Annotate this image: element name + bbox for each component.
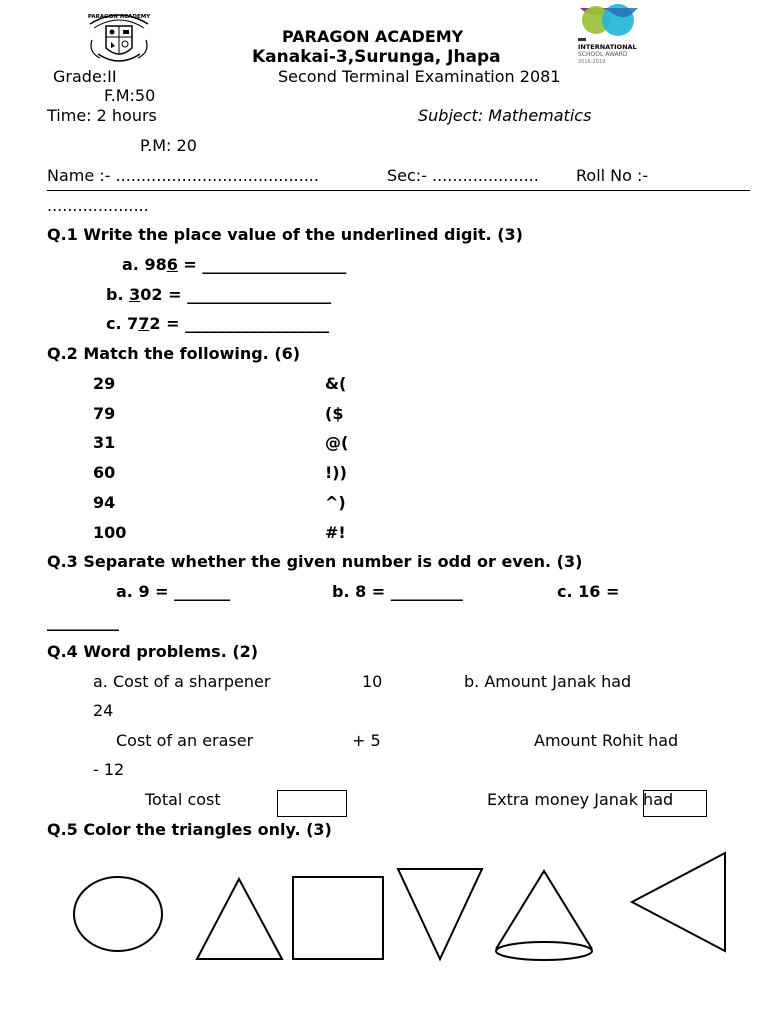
school-name: PARAGON ACADEMY (282, 27, 464, 46)
q2-left-2: 79 (93, 404, 116, 423)
q4-a-value: 10 (362, 672, 383, 691)
q2-right-1: &( (325, 374, 347, 393)
exam-title: Second Terminal Examination 2081 (278, 67, 561, 86)
school-address: Kanakai-3,Surunga, Jhapa (252, 47, 501, 67)
shape-triangle[interactable] (197, 879, 282, 959)
q4-b-total-label: Extra money Janak had (487, 790, 674, 809)
q4-a2-label: Cost of an eraser (116, 731, 254, 750)
q5-title: Q.5 Color the triangles only. (3) (47, 820, 332, 839)
q2-left-5: 94 (93, 493, 116, 512)
q1-item-b-pre: b. (106, 285, 130, 304)
subject-label: Subject: Mathematics (418, 106, 592, 125)
q1-item-b-digit: 3 (129, 285, 141, 304)
q4-a-answer-box[interactable] (277, 790, 347, 817)
award-text-2: SCHOOL AWARD (578, 51, 628, 58)
q4-a2-value: + 5 (352, 731, 381, 750)
q2-left-3: 31 (93, 433, 116, 452)
pass-marks: P.M: 20 (140, 136, 197, 155)
shape-inverted-triangle[interactable] (398, 869, 482, 959)
q1-item-c-digit: 7 (138, 314, 150, 333)
grade-label: Grade:II (53, 67, 117, 86)
q4-b2-value: - 12 (93, 760, 125, 779)
q2-left-4: 60 (93, 463, 116, 482)
q1-title: Q.1 Write the place value of the underlined digit. (3) (47, 225, 523, 244)
logo-text: PARAGON ACADEMY (87, 14, 151, 20)
award-text-1: INTERNATIONAL (578, 43, 637, 51)
award-text-3: 2016-2019 (578, 59, 606, 65)
q1-item-c-pre: c. 7 (106, 314, 139, 333)
q5-shapes (0, 845, 768, 985)
q1-item-a-digit: 6 (166, 255, 178, 274)
shape-circle[interactable] (74, 877, 162, 951)
q1-item-b-post: 02 = __________________ (140, 285, 332, 304)
q4-b2-label: Amount Rohit had (534, 731, 679, 750)
q2-right-4: !)) (325, 463, 347, 482)
q2-left-1: 29 (93, 374, 116, 393)
q3-item-c-blank: _________ (47, 612, 119, 631)
section-field: Sec:- ..................... (387, 166, 539, 185)
roll-no-dots: .................... (47, 196, 149, 215)
q1-item-b (106, 285, 331, 305)
q4-a-total-label: Total cost (145, 790, 221, 809)
shape-left-triangle[interactable] (632, 853, 725, 951)
q1-item-a-pre: a. 98 (122, 255, 167, 274)
q2-right-6: #! (325, 523, 346, 542)
q4-a-label: a. Cost of a sharpener (93, 672, 271, 691)
international-school-award-logo (576, 6, 638, 68)
q3-item-c: c. 16 = (557, 582, 620, 601)
q3-item-b: b. 8 = _________ (332, 582, 463, 601)
q4-b-label: b. Amount Janak had (464, 672, 632, 691)
header-divider (47, 190, 750, 191)
q4-title: Q.4 Word problems. (2) (47, 642, 259, 661)
q1-item-c-post: 2 = __________________ (149, 314, 330, 333)
roll-no-field: Roll No :- (576, 166, 649, 185)
q1-item-a (122, 255, 346, 275)
shape-cone[interactable] (496, 871, 592, 960)
q2-title: Q.2 Match the following. (6) (47, 344, 301, 363)
shape-square[interactable] (293, 877, 383, 959)
q1-item-a-post: = __________________ (177, 255, 347, 274)
q3-item-a: a. 9 = _______ (116, 582, 231, 601)
q2-right-2: ($ (325, 404, 344, 423)
time-label: Time: 2 hours (47, 106, 157, 125)
school-logo (84, 6, 154, 68)
q2-right-5: ^) (325, 493, 346, 512)
q1-item-c (106, 314, 329, 334)
q4-b-answer-box[interactable] (643, 790, 707, 817)
q3-title: Q.3 Separate whether the given number is odd or even. (3) (47, 552, 583, 571)
q2-left-6: 100 (93, 523, 127, 542)
name-field: Name :- ........................................ (47, 166, 319, 185)
q2-right-3: @( (325, 433, 349, 452)
q4-b-value: 24 (93, 701, 114, 720)
full-marks: F.M:50 (104, 86, 156, 105)
